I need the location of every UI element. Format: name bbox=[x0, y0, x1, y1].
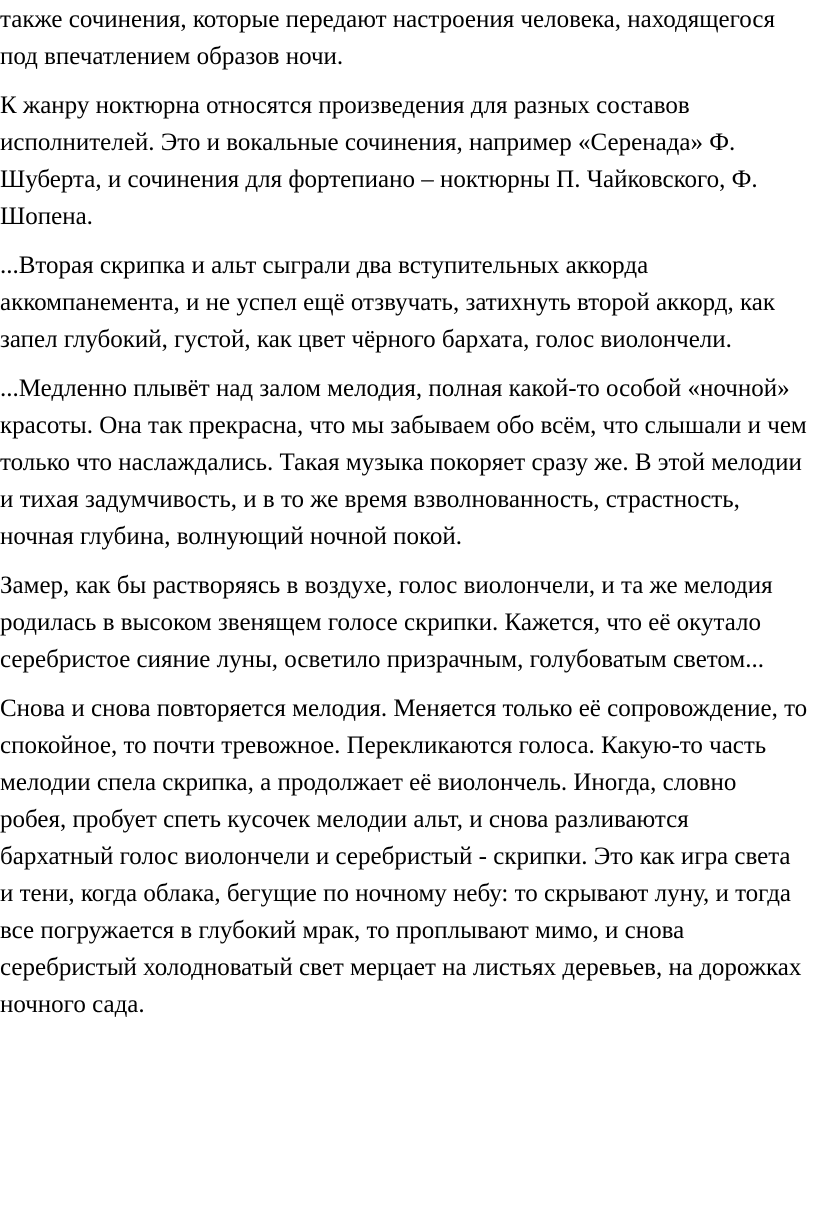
paragraph-melody-repetition: Снова и снова повторяется мелодия. Меняется только её сопровождение, то спокойное, то почти тревожное. Перекликаются голоса. Какую-то часть мелодии спела скрипка, а продолжает её виолончель. Иногда, словно робея, пробует спеть кусочек мелодии альт, и снова разливаются бархатный голос виолончели и серебристый - скрипки. Это как игра света и тени, когда облака, бегущие по ночному небу: то скрывают луну, и тогда все погружается в глубокий мрак, то проплывают мимо, и снова серебристый холодноватый свет мерцает на листьях деревьев, на дорожках ночного сада. bbox=[0, 695, 808, 1018]
paragraph-nocturne-genre: К жанру ноктюрна относятся произведения для разных составов исполнителей. Это и вокальные сочинения, например «Серенада» Ф. Шуберта, и сочинения для фортепиано – ноктюрны П. Чайковского, Ф. Шопена. bbox=[0, 92, 758, 230]
paragraph-violin-voice: Замер, как бы растворяясь в воздухе, голос виолончели, и та же мелодия родилась в высоком звенящем голосе скрипки. Кажется, что её окутало серебристое сияние луны, осветило призрачным, голубоватым светом... bbox=[0, 572, 773, 673]
paragraph-intro-continuation: также сочинения, которые передают настроения человека, находящегося под впечатлением образов ночи. bbox=[0, 6, 775, 70]
paragraph-melody-description: ...Медленно плывёт над залом мелодия, полная какой-то особой «ночной» красоты. Она так прекрасна, что мы забываем обо всём, что слышали и чем только что наслаждались. Такая музыка покоряет сразу же. В этой мелодии и тихая задумчивость, и в то же время взволнованность, страстность, ночная глубина, волнующий ночной покой. bbox=[0, 375, 807, 550]
paragraph-cello-entry: ...Вторая скрипка и альт сыграли два вступительных аккорда аккомпанемента, и не успел ещё отзвучать, затихнуть второй аккорд, как запел глубокий, густой, как цвет чёрного бархата, голос виолончели. bbox=[0, 252, 775, 353]
